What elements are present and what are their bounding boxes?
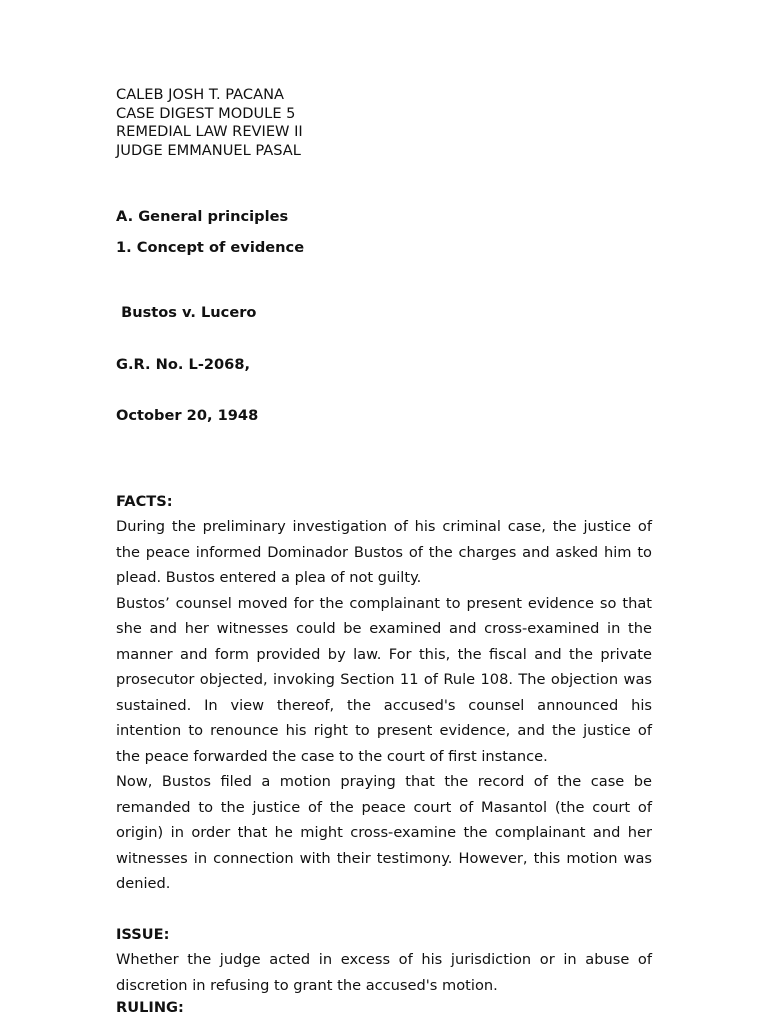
case-date: October 20, 1948 — [116, 407, 259, 424]
subsection-heading: 1. Concept of evidence — [116, 239, 305, 256]
module-title: CASE DIGEST MODULE 5 — [116, 104, 296, 122]
issue-label: ISSUE: — [116, 925, 170, 943]
case-gr-number: G.R. No. L-2068, — [116, 355, 251, 373]
section-heading: A. General principles — [116, 208, 289, 225]
document-page — [116, 86, 652, 1018]
case-citation — [116, 270, 652, 459]
author-name: CALEB JOSH T. PACANA — [116, 86, 284, 103]
ruling-label: RULING: — [116, 999, 184, 1016]
facts-paragraph: During the preliminary investigation of his criminal case, the justice of the peace informed Dominador Bustos of the charges and asked him to plead. Bustos entered a plea of not guilty. — [116, 518, 652, 586]
document-header — [116, 86, 652, 160]
facts-paragraph: Now, Bustos filed a motion praying that the record of the case be remanded to the justice of the peace court of Masantol (the court of origin) in order that he might cross-examine the complainant and her witnesses in connection with their testimony. However, this motion was denied. — [116, 773, 652, 892]
course-title: REMEDIAL LAW REVIEW II — [116, 123, 303, 140]
facts-label: FACTS: — [116, 492, 173, 510]
facts-paragraph: Bustos’ counsel moved for the complainant to present evidence so that she and her witnesses could be examined and cross-examined in the manner and form provided by law. For this, the fiscal and the private prosecutor objected, invoking Section 11 of Rule 108. The objection was sustained. In view thereof, the accused's counsel announced his intention to renounce his right to present evidence, and the justice of the peace forwarded the case to the court of first instance. — [116, 594, 652, 765]
judge-name: JUDGE EMMANUEL PASAL — [116, 141, 301, 159]
case-title: Bustos v. Lucero — [116, 304, 257, 321]
issue-paragraph: Whether the judge acted in excess of his jurisdiction or in abuse of discretion in refusing to grant the accused's motion. — [116, 951, 652, 994]
